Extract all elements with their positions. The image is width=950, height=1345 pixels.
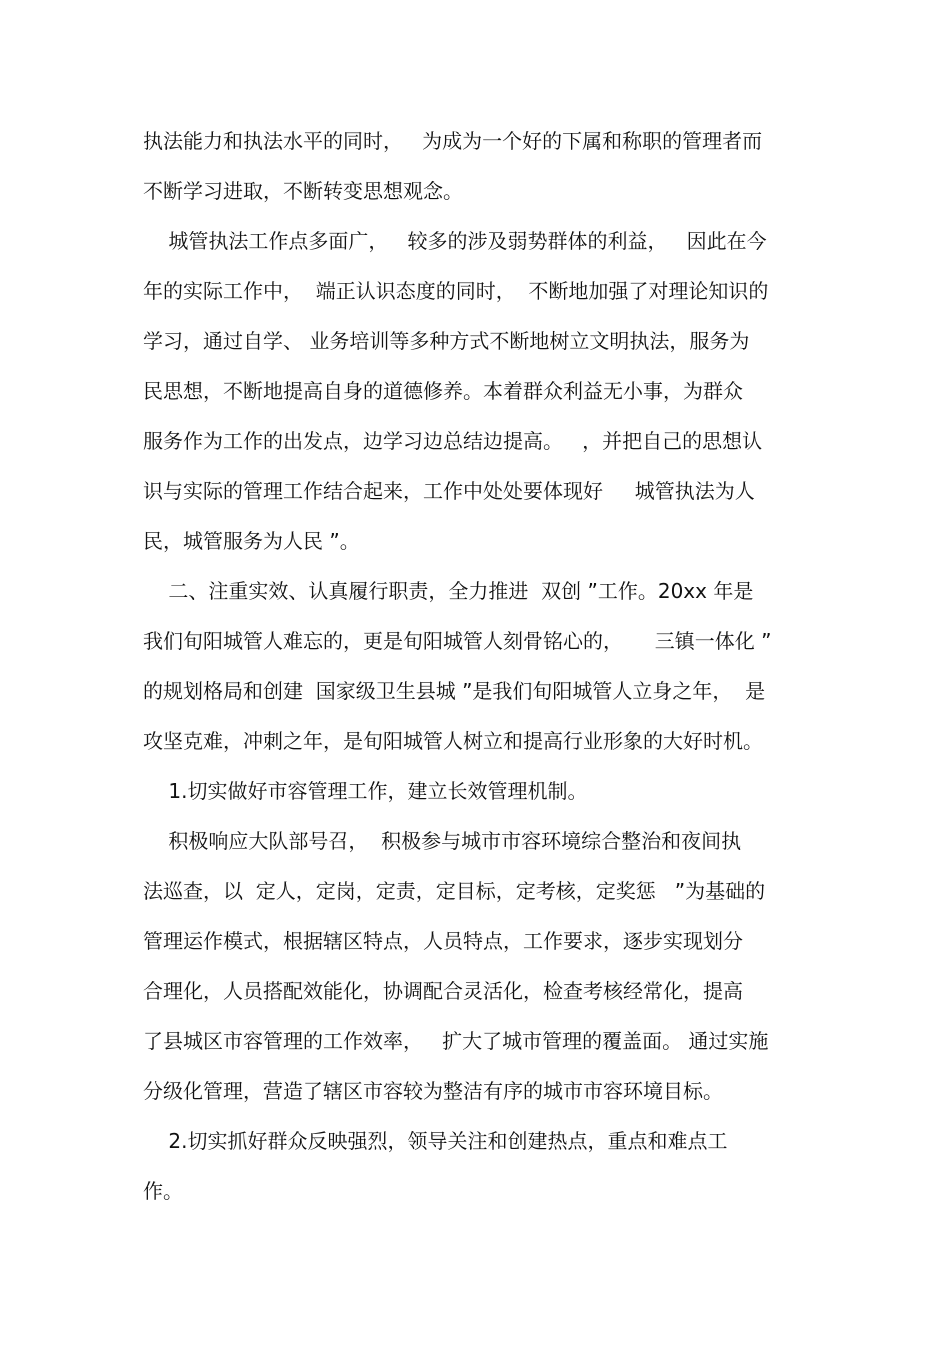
text-line: 执法能力和执法水平的同时， 为成为一个好的下属和称职的管理者而 <box>143 129 763 153</box>
text-line: 我们旬阳城管人难忘的，更是旬阳城管人刻骨铭心的， 三镇一体化 ” <box>143 629 772 653</box>
text-line: 年的实际工作中， 端正认识态度的同时， 不断地加强了对理论知识的 <box>143 279 769 303</box>
text-line: 攻坚克难，冲刺之年，是旬阳城管人树立和提高行业形象的大好时机。 <box>143 729 763 753</box>
text-line: 2.切实抓好群众反映强烈，领导关注和创建热点，重点和难点工 <box>143 1129 728 1153</box>
text-line: 1.切实做好市容管理工作，建立长效管理机制。 <box>143 779 588 803</box>
text-line: 积极响应大队部号召， 积极参与城市市容环境综合整治和夜间执 <box>143 829 742 853</box>
text-line: 分级化管理，营造了辖区市容较为整洁有序的城市市容环境目标。 <box>143 1079 723 1103</box>
text-line: 二、注重实效、认真履行职责，全力推进 双创 ”工作。20xx 年是 <box>143 579 754 603</box>
text-line: 学习，通过自学、 业务培训等多种方式不断地树立文明执法，服务为 <box>143 329 750 353</box>
text-line: 的规划格局和创建 国家级卫生县城 ”是我们旬阳城管人立身之年， 是 <box>143 679 766 703</box>
text-line: 了县城区市容管理的工作效率， 扩大了城市管理的覆盖面。 通过实施 <box>143 1029 769 1053</box>
text-line: 民，城管服务为人民 ”。 <box>143 529 360 553</box>
text-line: 合理化，人员搭配效能化，协调配合灵活化，检查考核经常化，提高 <box>143 979 743 1003</box>
text-line: 法巡查，以 定人，定岗，定责，定目标，定考核，定奖惩 ”为基础的 <box>143 879 766 903</box>
text-line: 作。 <box>143 1179 183 1203</box>
text-line: 城管执法工作点多面广， 较多的涉及弱势群体的利益， 因此在今 <box>143 229 767 253</box>
text-line: 民思想，不断地提高自身的道德修养。本着群众利益无小事，为群众 <box>143 379 743 403</box>
text-line: 识与实际的管理工作结合起来，工作中处处要体现好 城管执法为人 <box>143 479 755 503</box>
text-line: 管理运作模式，根据辖区特点，人员特点，工作要求，逐步实现划分 <box>143 929 743 953</box>
text-line: 服务作为工作的出发点，边学习边总结边提高。 ，并把自己的思想认 <box>143 429 763 453</box>
body-text <box>143 120 813 1220</box>
text-line: 不断学习进取，不断转变思想观念。 <box>143 179 463 203</box>
